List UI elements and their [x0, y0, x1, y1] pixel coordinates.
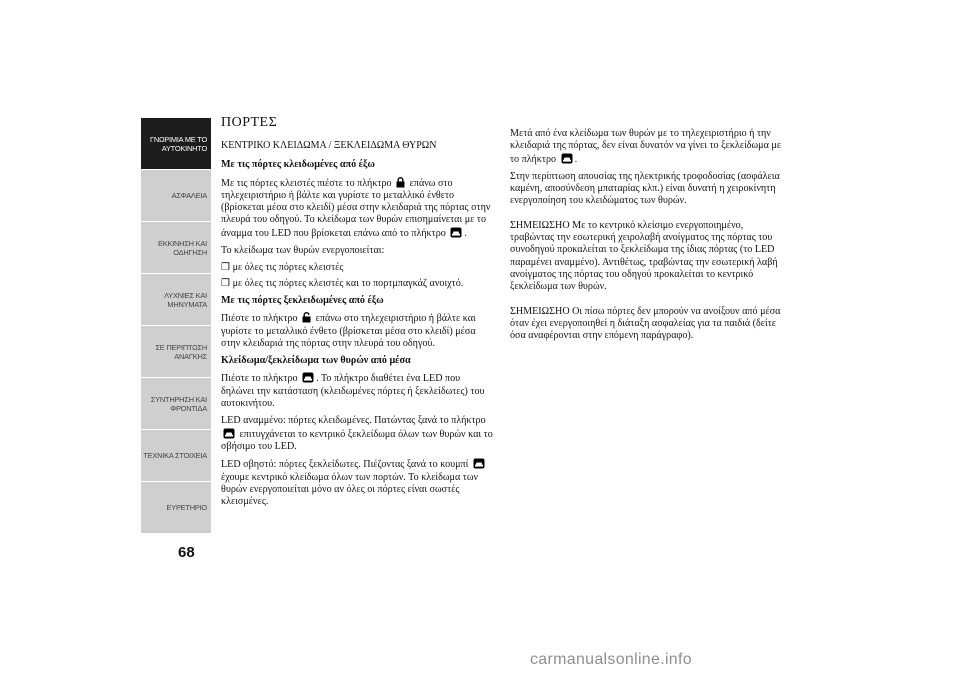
- chapter-sidebar: [141, 118, 211, 534]
- tab-safety[interactable]: ΑΣΦΑΛΕΙΑ: [141, 170, 211, 222]
- paragraph: Μετά από ένα κλείδωμα των θυρών με το τηλεχειριστήριο ή την κλειδαριά της πόρτας, δεν είναι δυνατόν να γίνει το ξεκλείδωμα με το πλήκτρο .: [510, 128, 782, 165]
- unlock-icon: [302, 312, 311, 323]
- paragraph: LED αναμμένο: πόρτες κλειδωμένες. Πατώντας ξανά το πλήκτρο επιτυγχάνεται το κεντρικό ξεκλείδωμα όλων των θυρών και το σβήσιμο του LED.: [221, 415, 493, 452]
- tab-emergency[interactable]: ΣΕ ΠΕΡΙΠΤΩΣΗ ΑΝΑΓΚΗΣ: [141, 326, 211, 378]
- list-item: ❒ με όλες τις πόρτες κλειστές: [221, 262, 344, 274]
- tab-getting-to-know[interactable]: ΓΝΩΡΙΜΙΑ ΜΕ ΤΟ ΑΥΤΟΚΙΝΗΤΟ: [141, 118, 211, 170]
- watermark: carmanualsonline.info: [530, 651, 692, 668]
- car-lock-button-icon: [561, 153, 573, 164]
- page-number: 68: [178, 544, 195, 561]
- car-lock-button-icon: [473, 458, 485, 469]
- paragraph: Με τις πόρτες κλειστές πιέστε το πλήκτρο επάνω στο τηλεχειριστήριο ή βάλτε και γυρίστε το μεταλλικό ένθετο (βρίσκεται μέσα στο κλειδί) μέσα στην κλειδαριά της πόρτας στην πλευρά του οδηγού. Το κλείδωμα των θυρών επισημαίνεται με το άναμμα του LED που βρίσκεται επάνω από το πλήκτρο .: [221, 177, 491, 239]
- list-item: ❒ με όλες τις πόρτες κλειστές και το πορτμπαγκάζ ανοιχτό.: [221, 277, 464, 289]
- paragraph: Πιέστε το πλήκτρο . Το πλήκτρο διαθέτει ένα LED που δηλώνει την κατάσταση (κλειδωμένες πόρτες ή ξεκλείδωτες) του αυτοκινήτου.: [221, 373, 485, 410]
- paragraph: Πιέστε το πλήκτρο επάνω στο τηλεχειριστήριο ή βάλτε και γυρίστε το μεταλλικό ένθετο (βρίσκεται μέσα στο κλειδί) μέσα στην κλειδαριά της πόρτας στην πλευρά του οδηγού.: [221, 313, 476, 349]
- paragraph: LED σβηστό: πόρτες ξεκλείδωτες. Πιέζοντας ξανά το κουμπί έχουμε κεντρικό κλείδωμα όλων των πορτών. Το κλείδωμα των θυρών ενεργοποιείται μόνο αν όλες οι πόρτες είναι σωστές κλεισμένες.: [221, 458, 494, 508]
- car-lock-button-icon: [302, 372, 314, 383]
- subsection-inside: Κλείδωμα/ξεκλείδωμα των θυρών από μέσα: [221, 355, 411, 367]
- page-title: ΠΟΡΤΕΣ: [221, 115, 278, 130]
- left-column: [221, 115, 494, 513]
- paragraph: Στην περίπτωση απουσίας της ηλεκτρικής τροφοδοσίας (ασφάλεια καμένη, αποσύνδεση μπαταρίας κλπ.) είναι δυνατή η χειροκίνητη ενεργοποίηση του κλειδώματος των θυρών.: [510, 170, 780, 207]
- section-heading: ΚΕΝΤΡΙΚΟ ΚΛΕΙΔΩΜΑ / ΞΕΚΛΕΙΔΩΜΑ ΘΥΡΩΝ: [221, 140, 437, 151]
- tab-starting-driving[interactable]: ΕΚΚΙΝΗΣΗ ΚΑΙ ΟΔΗΓΗΣΗ: [141, 222, 211, 274]
- tab-maintenance[interactable]: ΣΥΝΤΗΡΗΣΗ ΚΑΙ ΦΡΟΝΤΙΔΑ: [141, 378, 211, 430]
- tab-technical-data[interactable]: ΤΕΧΝΙΚΑ ΣΤΟΙΧΕΙΑ: [141, 430, 211, 482]
- subsection-locked-outside: Με τις πόρτες κλειδωμένες από έξω: [221, 159, 375, 171]
- note-paragraph: ΣΗΜΕΙΩΣΗΟ Με το κεντρικό κλείσιμο ενεργοποιημένο, τραβώντας την εσωτερική χειρολαβή ανοίγματος της πόρτας του συνοδηγού προκαλείται το ξεκλείδωμα της ίδιας πόρτας (το LED παραμένει αναμμένο). Αντιθέτως, τραβώντας την εσωτερική λαβή ανοίγματος της πόρτας του οδηγού προκαλείται το κεντρικό ξεκλείδωμα των θυρών.: [510, 219, 778, 293]
- right-column: [510, 128, 785, 347]
- subsection-unlocked-outside: Με τις πόρτες ξεκλειδωμένες από έξω: [221, 294, 384, 306]
- tab-index[interactable]: ΕΥΡΕΤΗΡΙΟ: [141, 482, 211, 534]
- note-paragraph: ΣΗΜΕΙΩΣΗΟ Οι πίσω πόρτες δεν μπορούν να ανοίξουν από μέσα όταν έχει ενεργοποιηθεί η διάταξη ασφαλείας για τα παιδιά (δείτε όσα αναφέρονται στην επόμενη παράγραφο).: [510, 305, 781, 342]
- car-lock-button-icon: [223, 428, 235, 439]
- paragraph: Το κλείδωμα των θυρών ενεργοποιείται:: [221, 245, 385, 257]
- tab-warning-lights[interactable]: ΛΥΧΝΙΕΣ ΚΑΙ ΜΗΝΥΜΑΤΑ: [141, 274, 211, 326]
- lock-icon: [396, 177, 405, 188]
- car-lock-button-icon: [450, 227, 462, 238]
